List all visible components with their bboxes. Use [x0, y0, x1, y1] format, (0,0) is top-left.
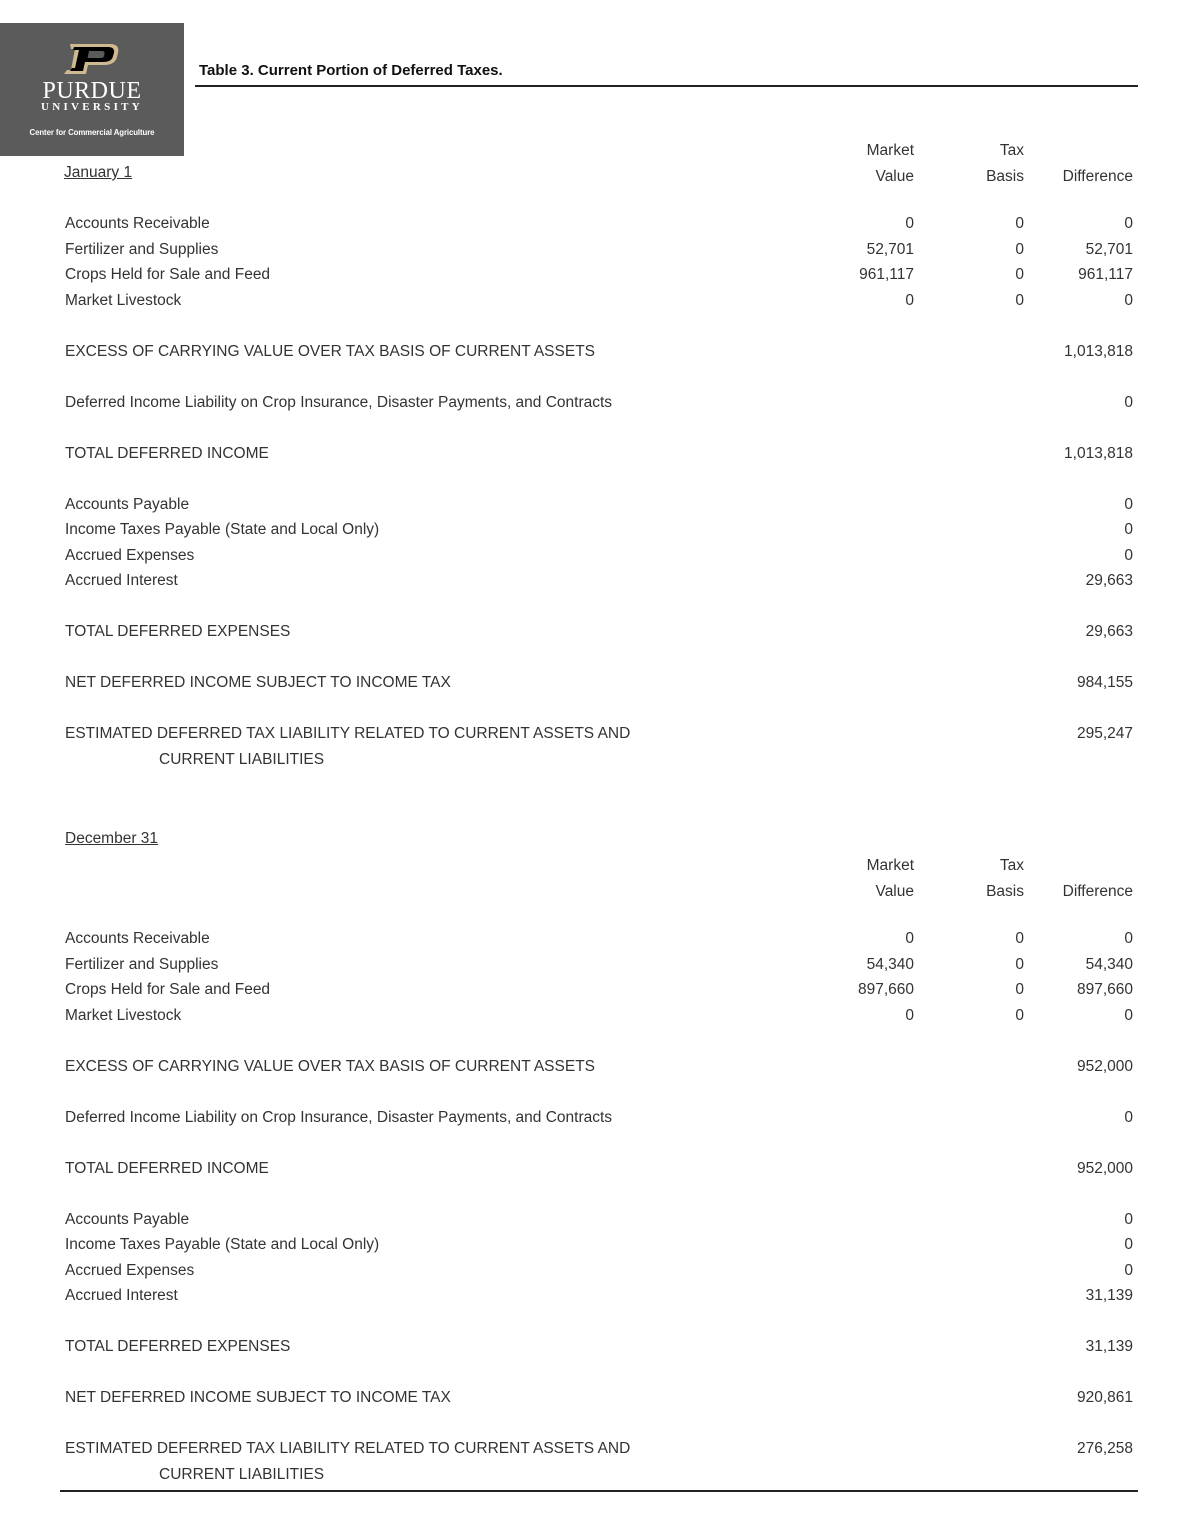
liability-row: Accrued Interest 31,139 — [65, 1287, 1133, 1304]
asset-row: Accounts Receivable 0 0 0 — [65, 215, 1133, 232]
period-heading: January 1 — [64, 164, 133, 181]
total-deferred-expenses-row: TOTAL DEFERRED EXPENSES 29,663 — [65, 623, 1133, 640]
net-deferred-income-row: NET DEFERRED INCOME SUBJECT TO INCOME TAX 984,155 — [65, 674, 1133, 691]
table-title: Table 3. Current Portion of Deferred Taxes. — [199, 62, 503, 79]
liability-row: Accounts Payable 0 — [65, 1210, 1133, 1228]
liability-row: Accounts Payable 0 — [65, 495, 1133, 513]
excess-row: EXCESS OF CARRYING VALUE OVER TAX BASIS OF CURRENT ASSETS 1,013,818 — [65, 342, 1133, 360]
purdue-p-icon — [62, 43, 120, 75]
period-heading: December 31 — [65, 830, 159, 847]
purdue-logo — [0, 23, 184, 156]
col-header-market-value: Market Value — [866, 142, 914, 185]
bottom-rule — [60, 1490, 1138, 1492]
asset-row: Crops Held for Sale and Feed 961,117 0 961,117 — [65, 266, 1133, 283]
total-deferred-expenses-row: TOTAL DEFERRED EXPENSES 31,139 — [65, 1338, 1133, 1355]
title-rule — [195, 85, 1138, 87]
liability-row: Income Taxes Payable (State and Local Only) 0 — [65, 1236, 1133, 1253]
estimated-liability-row: ESTIMATED DEFERRED TAX LIABILITY RELATED TO CURRENT ASSETS AND CURRENT LIABILITIES 276,258 — [65, 1440, 1133, 1483]
net-deferred-income-row: NET DEFERRED INCOME SUBJECT TO INCOME TAX 920,861 — [65, 1389, 1133, 1406]
asset-row: Fertilizer and Supplies 52,701 0 52,701 — [65, 240, 1133, 258]
total-deferred-income-row: TOTAL DEFERRED INCOME 1,013,818 — [65, 444, 1133, 462]
deferred-income-liability-row: Deferred Income Liability on Crop Insurance, Disaster Payments, and Contracts 0 — [65, 1108, 1133, 1126]
liability-row: Income Taxes Payable (State and Local Only) 0 — [65, 521, 1133, 538]
total-deferred-income-row: TOTAL DEFERRED INCOME 952,000 — [65, 1159, 1133, 1177]
col-header-tax-basis: Tax Basis — [986, 142, 1024, 185]
logo-name: PURDUE — [42, 78, 142, 104]
logo-university: UNIVERSITY — [40, 101, 144, 113]
deferred-income-liability-row: Deferred Income Liability on Crop Insurance, Disaster Payments, and Contracts 0 — [65, 393, 1133, 411]
asset-row: Crops Held for Sale and Feed 897,660 0 897,660 — [65, 981, 1133, 998]
asset-row: Accounts Receivable 0 0 0 — [65, 930, 1133, 947]
asset-row: Market Livestock 0 0 0 — [65, 291, 1133, 309]
logo-center: Center for Commercial Agriculture — [29, 127, 155, 137]
col-header-tax-basis: Tax Basis — [986, 857, 1024, 900]
col-header-difference: Difference — [1062, 882, 1133, 900]
estimated-liability-row: ESTIMATED DEFERRED TAX LIABILITY RELATED TO CURRENT ASSETS AND CURRENT LIABILITIES 295,247 — [65, 725, 1133, 768]
excess-row: EXCESS OF CARRYING VALUE OVER TAX BASIS OF CURRENT ASSETS 952,000 — [65, 1057, 1133, 1075]
liability-row: Accrued Expenses 0 — [65, 1261, 1133, 1279]
col-header-difference: Difference — [1062, 167, 1133, 185]
liability-row: Accrued Interest 29,663 — [65, 572, 1133, 589]
asset-row: Fertilizer and Supplies 54,340 0 54,340 — [65, 955, 1133, 973]
asset-row: Market Livestock 0 0 0 — [65, 1006, 1133, 1024]
col-header-market-value: Market Value — [866, 857, 914, 900]
liability-row: Accrued Expenses 0 — [65, 546, 1133, 564]
